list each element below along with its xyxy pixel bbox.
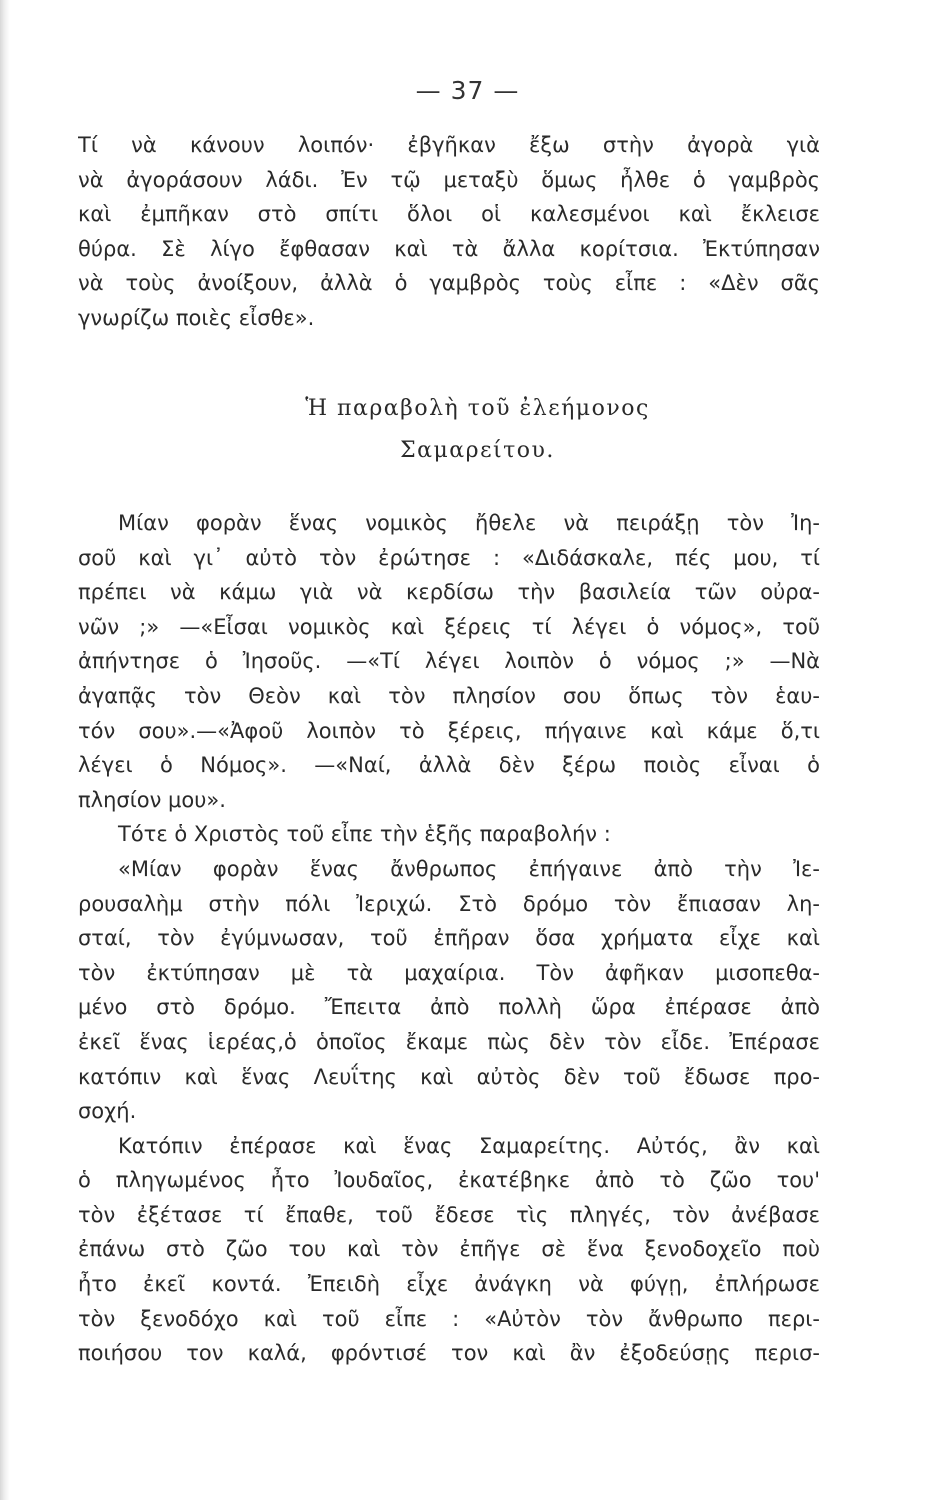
text-line: πρέπει νὰ κάμω γιὰ νὰ κερδίσω τὴν βασιλεία τῶν οὐρα- bbox=[78, 580, 820, 605]
text-line: θύρα. Σὲ λίγο ἔφθασαν καὶ τὰ ἄλλα κορίτσια. Ἐκτύπησαν bbox=[78, 236, 820, 261]
text-line: λέγει ὁ Νόμος». —«Ναί, ἀλλὰ δὲν ξέρω ποιὸς εἶναι ὁ bbox=[78, 753, 820, 778]
text-line: σταί, τὸν ἐγύμνωσαν, τοῦ ἐπῆραν ὅσα χρήματα εἶχε καὶ bbox=[78, 926, 820, 951]
text-line: Κατόπιν ἐπέρασε καὶ ἕνας Σαμαρείτης. Αὐτός, ἂν καὶ bbox=[118, 1133, 820, 1158]
text-line: σοχή. bbox=[78, 1099, 137, 1124]
text-line: Τί νὰ κάνουν λοιπόν· ἐβγῆκαν ἔξω στὴν ἀγορὰ γιὰ bbox=[78, 133, 820, 157]
body-text bbox=[78, 506, 820, 1371]
section-heading-line-2: Σαμαρείτου. bbox=[400, 438, 555, 463]
text-line: νὰ ἀγοράσουν λάδι. Ἐν τῷ μεταξὺ ὅμως ἦλθε ὁ γαμβρὸς bbox=[78, 167, 820, 192]
text-line: ἀπήντησε ὁ Ἰησοῦς. —«Τί λέγει λοιπὸν ὁ νόμος ;» —Νὰ bbox=[78, 649, 820, 674]
text-line: ρουσαλὴμ στὴν πόλι Ἰεριχώ. Στὸ δρόμο τὸν ἔπιασαν λη- bbox=[78, 891, 820, 916]
text-line: ἐκεῖ ἕνας ἱερέας,ὁ ὁποῖος ἔκαμε πὼς δὲν τὸν εἶδε. Ἐπέρασε bbox=[78, 1029, 820, 1054]
text-line: σοῦ καὶ γι᾽ αὐτὸ τὸν ἐρώτησε : «Διδάσκαλε, πές μου, τί bbox=[78, 545, 820, 570]
text-line: τόν σου».—«Ἀφοῦ λοιπὸν τὸ ξέρεις, πήγαινε καὶ κάμε ὅ,τι bbox=[78, 718, 820, 743]
page-number: — 37 — bbox=[415, 76, 520, 105]
intro-paragraph bbox=[78, 128, 820, 336]
text-line: Μίαν φορὰν ἕνας νομικὸς ἤθελε νὰ πειράξῃ τὸν Ἰη- bbox=[118, 511, 820, 535]
text-line: ἀγαπᾷς τὸν Θεὸν καὶ τὸν πλησίον σου ὅπως τὸν ἑαυ- bbox=[78, 683, 820, 708]
text-line: τὸν ξενοδόχο καὶ τοῦ εἶπε : «Αὐτὸν τὸν ἄνθρωπο περι- bbox=[78, 1306, 820, 1331]
text-line: νῶν ;» —«Εἶσαι νομικὸς καὶ ξέρεις τί λέγει ὁ νόμος», τοῦ bbox=[78, 614, 820, 639]
text-line: ἐπάνω στὸ ζῶο του καὶ τὸν ἐπῆγε σὲ ἕνα ξενοδοχεῖο ποὺ bbox=[78, 1237, 820, 1262]
text-line: μένο στὸ δρόμο. Ἔπειτα ἀπὸ πολλὴ ὥρα ἐπέρασε ἀπὸ bbox=[78, 995, 820, 1020]
text-line: κατόπιν καὶ ἕνας Λευΐτης καὶ αὐτὸς δὲν τοῦ ἔδωσε προ- bbox=[78, 1064, 820, 1089]
text-line: ὁ πληγωμένος ἦτο Ἰουδαῖος, ἐκατέβηκε ἀπὸ τὸ ζῶο του' bbox=[78, 1168, 820, 1193]
text-line: τὸν ἐξέτασε τί ἔπαθε, τοῦ ἔδεσε τὶς πληγές, τὸν ἀνέβασε bbox=[78, 1202, 820, 1227]
text-line: νὰ τοὺς ἀνοίξουν, ἀλλὰ ὁ γαμβρὸς τοὺς εἶπε : «Δὲν σᾶς bbox=[78, 271, 820, 296]
text-line: Τότε ὁ Χριστὸς τοῦ εἶπε τὴν ἑξῆς παραβολήν : bbox=[118, 822, 611, 847]
section-heading-line-1: Ἡ παραβολὴ τοῦ ἐλεήμονος bbox=[305, 396, 650, 421]
text-line: καὶ ἐμπῆκαν στὸ σπίτι ὅλοι οἱ καλεσμένοι καὶ ἔκλεισε bbox=[78, 202, 820, 227]
text-line: τὸν ἐκτύπησαν μὲ τὰ μαχαίρια. Τὸν ἀφῆκαν μισοπεθα- bbox=[78, 960, 820, 985]
text-line: ποιήσου τον καλά, φρόντισέ τον καὶ ἂν ἐξοδεύσῃς περισ- bbox=[78, 1341, 820, 1366]
text-line: ἦτο ἐκεῖ κοντά. Ἐπειδὴ εἶχε ἀνάγκη νὰ φύγῃ, ἐπλήρωσε bbox=[78, 1272, 820, 1297]
page-edge-shadow bbox=[0, 0, 10, 1500]
text-line: γνωρίζω ποιὲς εἶσθε». bbox=[78, 305, 315, 330]
text-line: πλησίον μου». bbox=[78, 787, 226, 812]
text-line: «Μίαν φορὰν ἕνας ἄνθρωπος ἐπήγαινε ἀπὸ τὴν Ἰε- bbox=[118, 856, 820, 881]
